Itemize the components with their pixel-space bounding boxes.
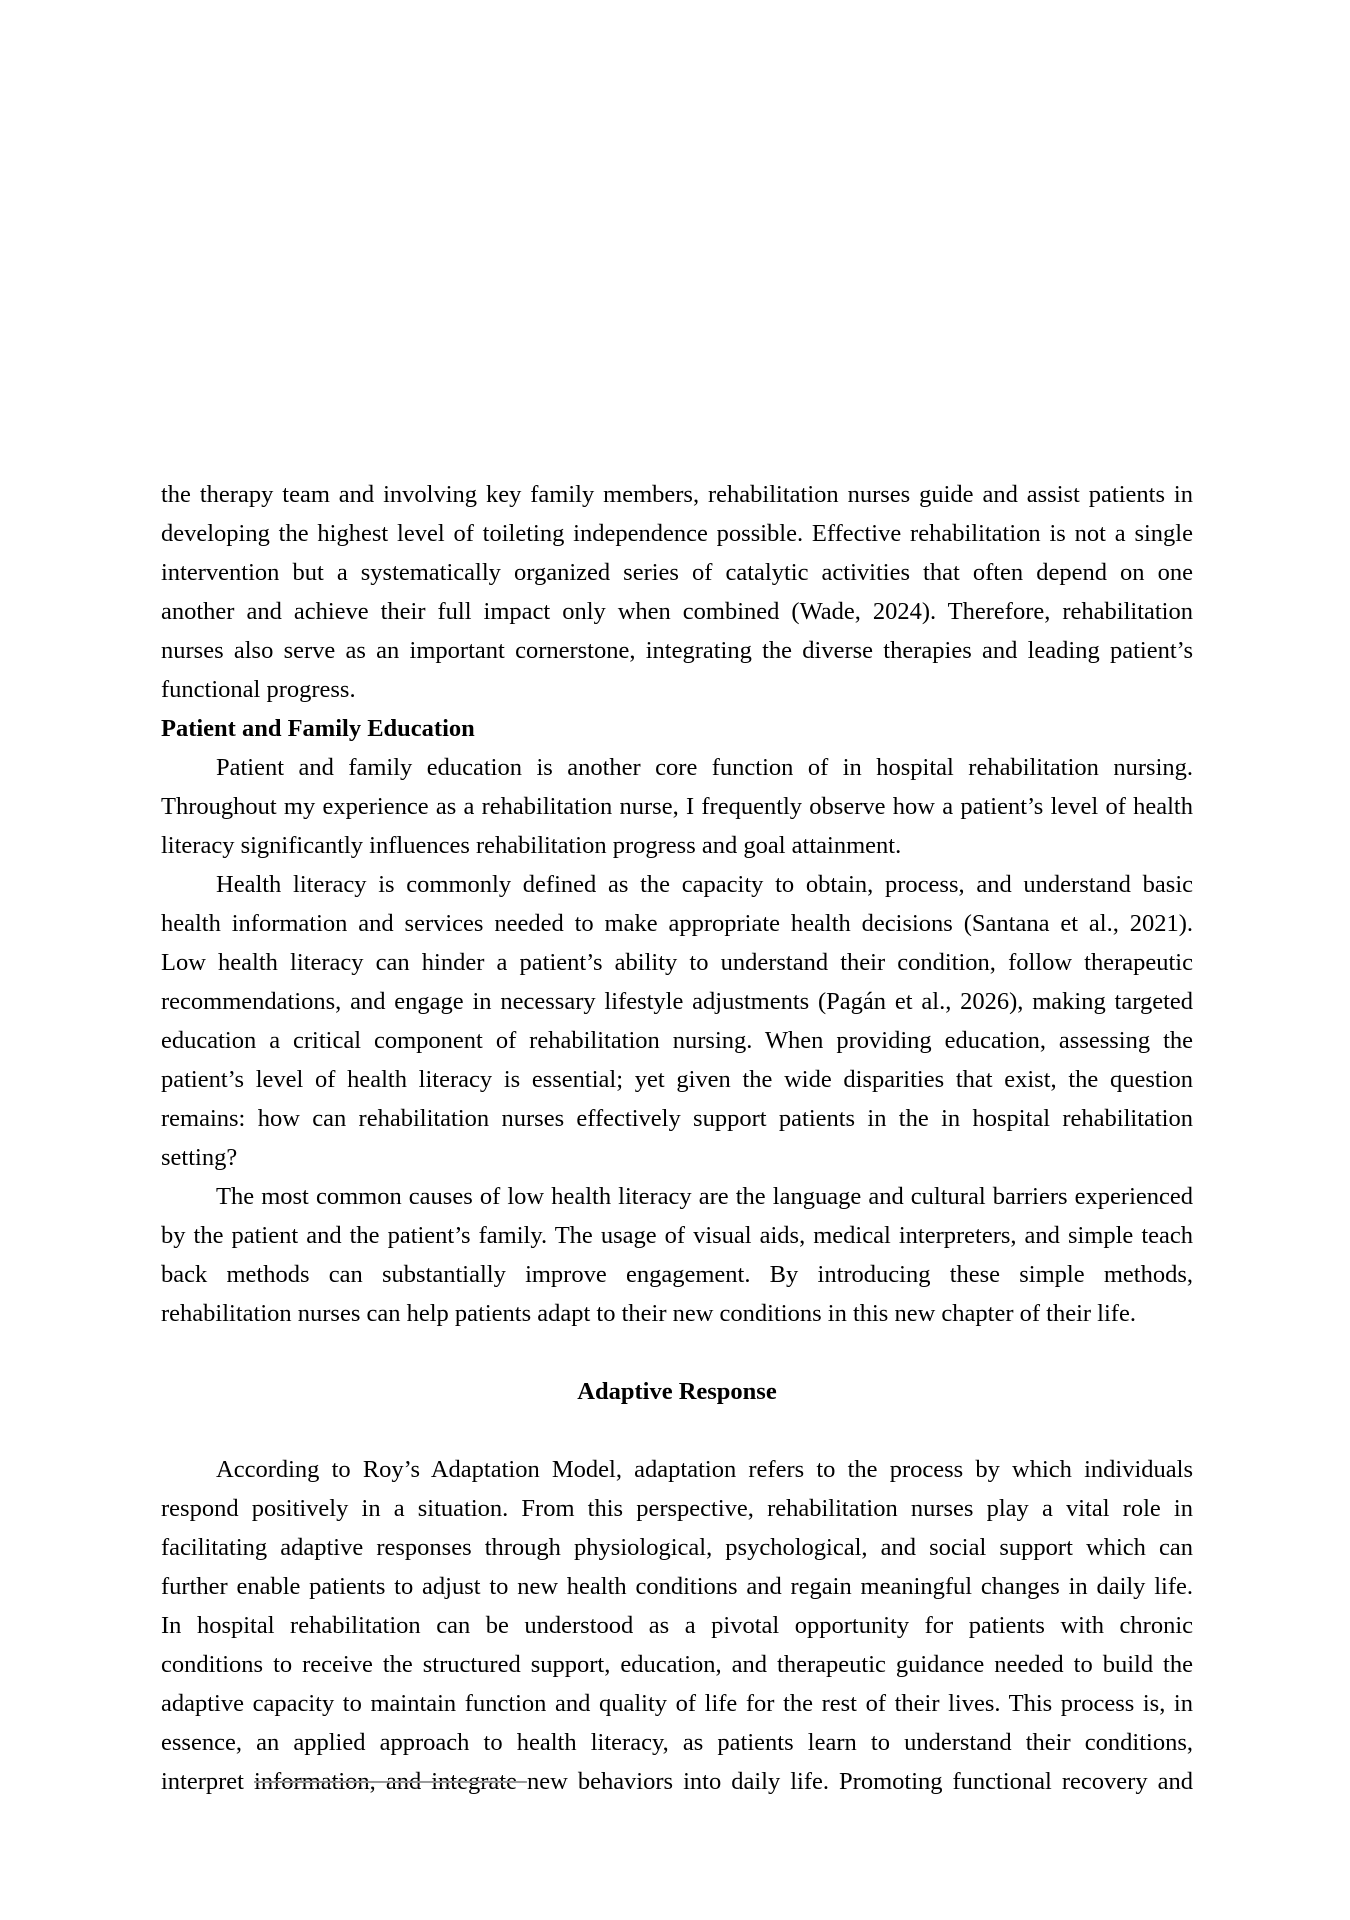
- text-line: intervention but a systematically organized series of catalytic activities that often depend on one: [161, 559, 1193, 586]
- text-line: Low health literacy can hinder a patient’s ability to understand their condition, follow therapeutic: [161, 949, 1193, 976]
- text-line: setting?: [161, 1144, 238, 1171]
- text-line: another and achieve their full impact only when combined (Wade, 2024). Therefore, rehabilitation: [161, 598, 1193, 625]
- text-line: further enable patients to adjust to new health conditions and regain meaningful changes in daily life.: [161, 1573, 1193, 1600]
- section-heading-adaptive-response: Adaptive Response: [577, 1378, 777, 1405]
- text-line: In hospital rehabilitation can be understood as a pivotal opportunity for patients with chronic: [161, 1612, 1193, 1639]
- document-text-block: [161, 475, 1193, 1801]
- text-line: patient’s level of health literacy is essential; yet given the wide disparities that exist, the question: [161, 1066, 1193, 1093]
- text-line: respond positively in a situation. From this perspective, rehabilitation nurses play a vital role in: [161, 1495, 1193, 1522]
- text-line: Patient and family education is another core function of in hospital rehabilitation nursing.: [216, 754, 1193, 781]
- text-line: health information and services needed to make appropriate health decisions (Santana et al., 2021).: [161, 910, 1193, 937]
- text-line: The most common causes of low health literacy are the language and cultural barriers experienced: [216, 1183, 1193, 1210]
- blank-line: [161, 1333, 1193, 1372]
- text-segment: interpret: [161, 1768, 255, 1795]
- strikethrough-text: information, and integrate: [254, 1768, 527, 1795]
- text-line: Health literacy is commonly defined as the capacity to obtain, process, and understand basic: [216, 871, 1193, 898]
- blank-line: [161, 1411, 1193, 1450]
- section-heading-patient-and-family-education: Patient and Family Education: [161, 715, 475, 742]
- text-line: conditions to receive the structured support, education, and therapeutic guidance needed to build the: [161, 1651, 1193, 1678]
- text-line: adaptive capacity to maintain function and quality of life for the rest of their lives. This process is, in: [161, 1690, 1193, 1717]
- text-line: essence, an applied approach to health literacy, as patients learn to understand their conditions,: [161, 1729, 1193, 1756]
- text-line: facilitating adaptive responses through physiological, psychological, and social support which can: [161, 1534, 1193, 1561]
- text-line: back methods can substantially improve engagement. By introducing these simple methods,: [161, 1261, 1193, 1288]
- text-line: According to Roy’s Adaptation Model, adaptation refers to the process by which individuals: [216, 1456, 1193, 1483]
- text-line: remains: how can rehabilitation nurses effectively support patients in the in hospital rehabilitation: [161, 1105, 1193, 1132]
- text-line: Throughout my experience as a rehabilitation nurse, I frequently observe how a patient’s level of health: [161, 793, 1193, 820]
- text-line: rehabilitation nurses can help patients adapt to their new conditions in this new chapter of their life.: [161, 1300, 1136, 1327]
- text-line: developing the highest level of toileting independence possible. Effective rehabilitation is not a single: [161, 520, 1193, 547]
- text-line: nurses also serve as an important cornerstone, integrating the diverse therapies and leading patient’s: [161, 637, 1193, 664]
- text-line: functional progress.: [161, 676, 356, 703]
- text-line: education a critical component of rehabilitation nursing. When providing education, assessing the: [161, 1027, 1193, 1054]
- text-line: recommendations, and engage in necessary lifestyle adjustments (Pagán et al., 2026), making targeted: [161, 988, 1193, 1015]
- text-segment: new behaviors into daily life. Promoting functional recovery and: [526, 1768, 1193, 1795]
- text-line: literacy significantly influences rehabilitation progress and goal attainment.: [161, 832, 902, 859]
- text-line: by the patient and the patient’s family. The usage of visual aids, medical interpreters, and simple teach: [161, 1222, 1193, 1249]
- text-line-with-strikethrough: [161, 1762, 1193, 1801]
- text-line: the therapy team and involving key family members, rehabilitation nurses guide and assist patients in: [161, 481, 1193, 508]
